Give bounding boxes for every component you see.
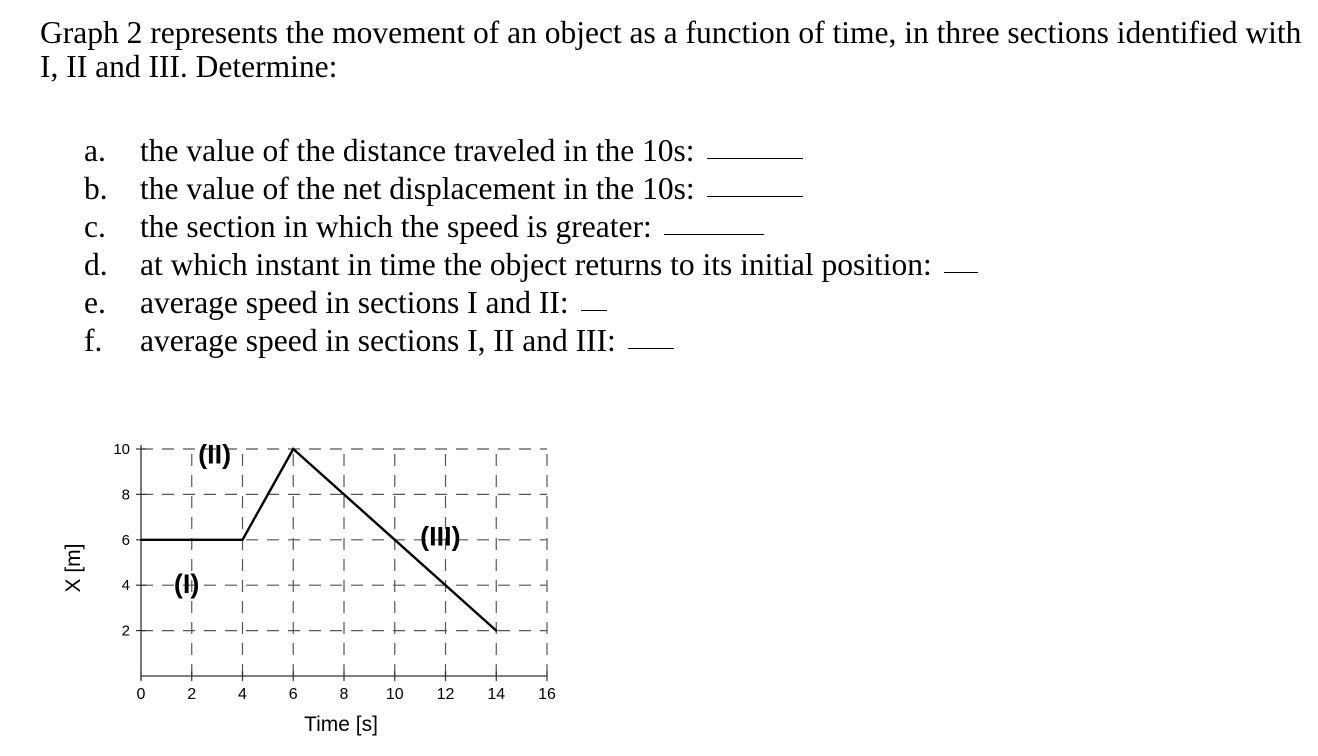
answer-blank[interactable]	[664, 208, 764, 235]
question-item	[84, 284, 978, 322]
answer-blank[interactable]	[944, 246, 978, 273]
y-axis-label: X [m]	[62, 543, 85, 593]
x-tick-label: 2	[187, 686, 197, 703]
question-item	[84, 246, 978, 284]
x-tick-label: 12	[436, 686, 455, 703]
y-tick-label: 4	[121, 577, 130, 595]
question-item	[84, 208, 978, 246]
answer-blank[interactable]	[707, 132, 803, 159]
y-tick-label: 6	[121, 531, 130, 549]
x-tick-label: 4	[238, 686, 247, 703]
question-letter: e.	[84, 285, 106, 320]
y-tick-label: 10	[113, 441, 130, 458]
data-point	[495, 629, 497, 631]
question-letter: f.	[84, 323, 103, 358]
x-tick-label: 10	[385, 686, 404, 703]
data-point	[140, 539, 142, 541]
chart-annotations	[174, 440, 461, 599]
x-tick-label: 8	[339, 686, 349, 703]
question-text: at which instant in time the object returns to its initial position:	[140, 247, 932, 282]
position-time-chart	[0, 420, 600, 756]
question-text: the value of the net displacement in the 10s:	[140, 171, 695, 206]
answer-blank[interactable]	[628, 322, 674, 349]
chart-axes	[136, 445, 547, 681]
answer-blank[interactable]	[707, 170, 803, 197]
question-text: the section in which the speed is greater:	[140, 209, 652, 244]
problem-statement: Graph 2 represents the movement of an object as a function of time, in three sections identified with I, II and III. Determine:	[40, 15, 1302, 84]
question-text: the value of the distance traveled in the 10s:	[140, 133, 695, 168]
data-point	[292, 448, 294, 450]
chart-grid	[141, 449, 547, 676]
question-letter: d.	[84, 247, 108, 282]
x-axis-label: Time [s]	[304, 713, 378, 736]
x-tick-label: 14	[487, 686, 506, 703]
data-point	[241, 539, 243, 541]
y-tick-label: 8	[121, 486, 130, 504]
question-item	[84, 132, 978, 170]
x-tick-label: 0	[136, 686, 146, 703]
y-tick-label: 2	[121, 622, 130, 640]
question-letter: c.	[84, 209, 106, 244]
answer-blank[interactable]	[581, 284, 607, 311]
section-label: (III)	[420, 521, 461, 552]
question-item	[84, 170, 978, 208]
question-list	[84, 132, 978, 360]
x-tick-label: 6	[288, 686, 298, 703]
question-text: average speed in sections I, II and III:	[140, 323, 616, 358]
question-item	[84, 322, 978, 360]
section-label: (I)	[173, 568, 200, 599]
section-label: (II)	[198, 439, 232, 470]
question-text: average speed in sections I and II:	[140, 285, 569, 320]
x-tick-label: 16	[538, 686, 556, 703]
question-letter: b.	[84, 171, 108, 206]
question-letter: a.	[84, 133, 106, 168]
